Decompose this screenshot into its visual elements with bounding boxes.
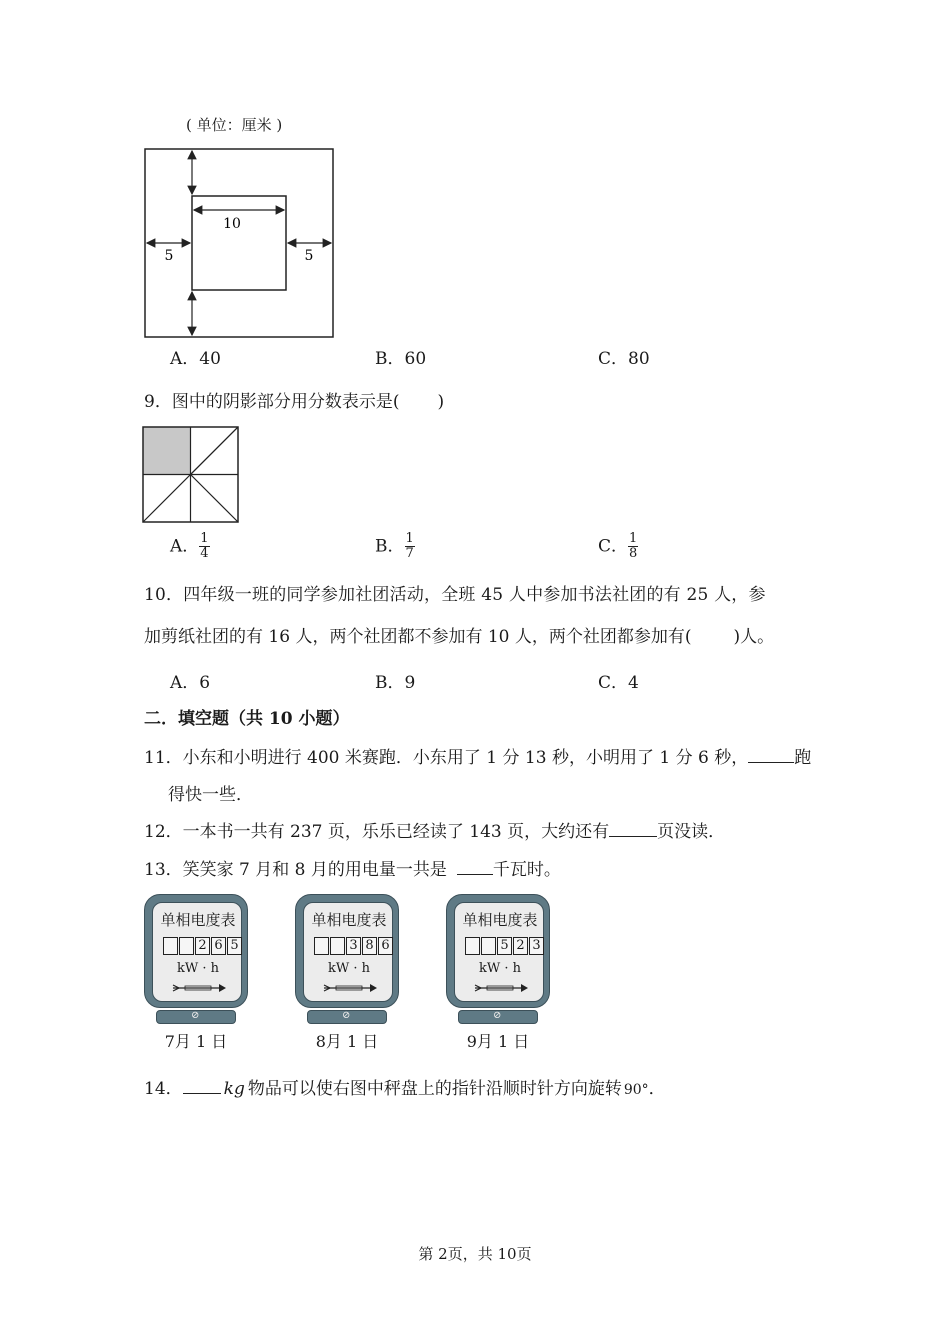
figure-unit-label: ( 单位：厘米 )	[186, 116, 283, 134]
q12-answer-blank[interactable]	[609, 820, 657, 837]
electric-meter-august: 单相电度表 3 8 6 kW · h ⊘ 8月 1 日	[295, 894, 399, 1024]
q11-answer-blank[interactable]	[748, 746, 794, 763]
shaded-square-figure	[142, 426, 240, 524]
q8-option-a[interactable]: A．40	[170, 349, 221, 369]
page-footer: 第 2页，共 10页	[418, 1245, 532, 1263]
shaded-region	[143, 427, 190, 474]
electric-meter-july: 单相电度表 2 6 5 kW · h ⊘ 7月 1 日	[144, 894, 248, 1024]
q11-line1: 11．小东和小明进行 400 米赛跑．小东用了 1 分 13 秒，小明用了 1 分 6 秒， 跑	[144, 748, 812, 768]
q10-line1: 10．四年级一班的同学参加社团活动，全班 45 人中参加书法社团的有 25 人，参	[144, 585, 766, 605]
q11-line2: 得快一些．	[168, 785, 253, 805]
electric-meter-september: 单相电度表 5 2 3 kW · h ⊘ 9月 1 日	[446, 894, 550, 1024]
q13-answer-blank[interactable]	[457, 858, 493, 875]
q10-option-c[interactable]: C．4	[598, 673, 639, 693]
q8-option-c[interactable]: C．80	[598, 349, 650, 369]
nested-squares-figure	[140, 144, 340, 342]
null-symbol-icon: ⊘	[191, 1010, 200, 1021]
fraction: $\frac{1}{8}$	[629, 531, 638, 561]
q9-paren-close: )	[437, 392, 445, 412]
dim-right: 5	[304, 248, 314, 264]
null-symbol-icon: ⊘	[342, 1010, 351, 1021]
q9-option-a[interactable]: A． $\frac{1}{4}$	[170, 531, 209, 561]
q12: 12．一本书一共有 237 页，乐乐已经读了 143 页，大约还有 页没读．	[144, 822, 726, 842]
q9-option-b[interactable]: B． $\frac{1}{7}$	[375, 531, 414, 561]
null-symbol-icon: ⊘	[493, 1010, 502, 1021]
q9-paren-open: (	[392, 392, 400, 412]
q10-option-b[interactable]: B．9	[375, 673, 416, 693]
rotation-arrow-icon	[473, 983, 529, 993]
fraction: $\frac{1}{4}$	[200, 531, 209, 561]
dim-left: 5	[164, 248, 174, 264]
rotation-arrow-icon	[322, 983, 378, 993]
fraction: $\frac{1}{7}$	[405, 531, 414, 561]
q14-answer-blank[interactable]	[183, 1077, 221, 1094]
q10-option-a[interactable]: A．6	[170, 673, 211, 693]
q13: 13．笑笑家 7 月和 8 月的用电量一共是 千瓦时。	[144, 860, 561, 880]
section-title: 二．填空题（共 10 小题）	[144, 709, 350, 729]
dim-inner: 10	[223, 216, 241, 232]
rotation-arrow-icon	[171, 983, 227, 993]
q9-stem: 9．图中的阴影部分用分数表示是( )	[144, 392, 445, 412]
q9-option-c[interactable]: C． $\frac{1}{8}$	[598, 531, 638, 561]
q10-line2: 加剪纸社团的有 16 人，两个社团都不参加有 10 人，两个社团都参加有( )人。	[144, 627, 775, 647]
q8-option-b[interactable]: B．60	[375, 349, 427, 369]
q14: 14． kg 物品可以使右图中秤盘上的指针沿顺时针方向旋转 90°．	[144, 1079, 666, 1099]
